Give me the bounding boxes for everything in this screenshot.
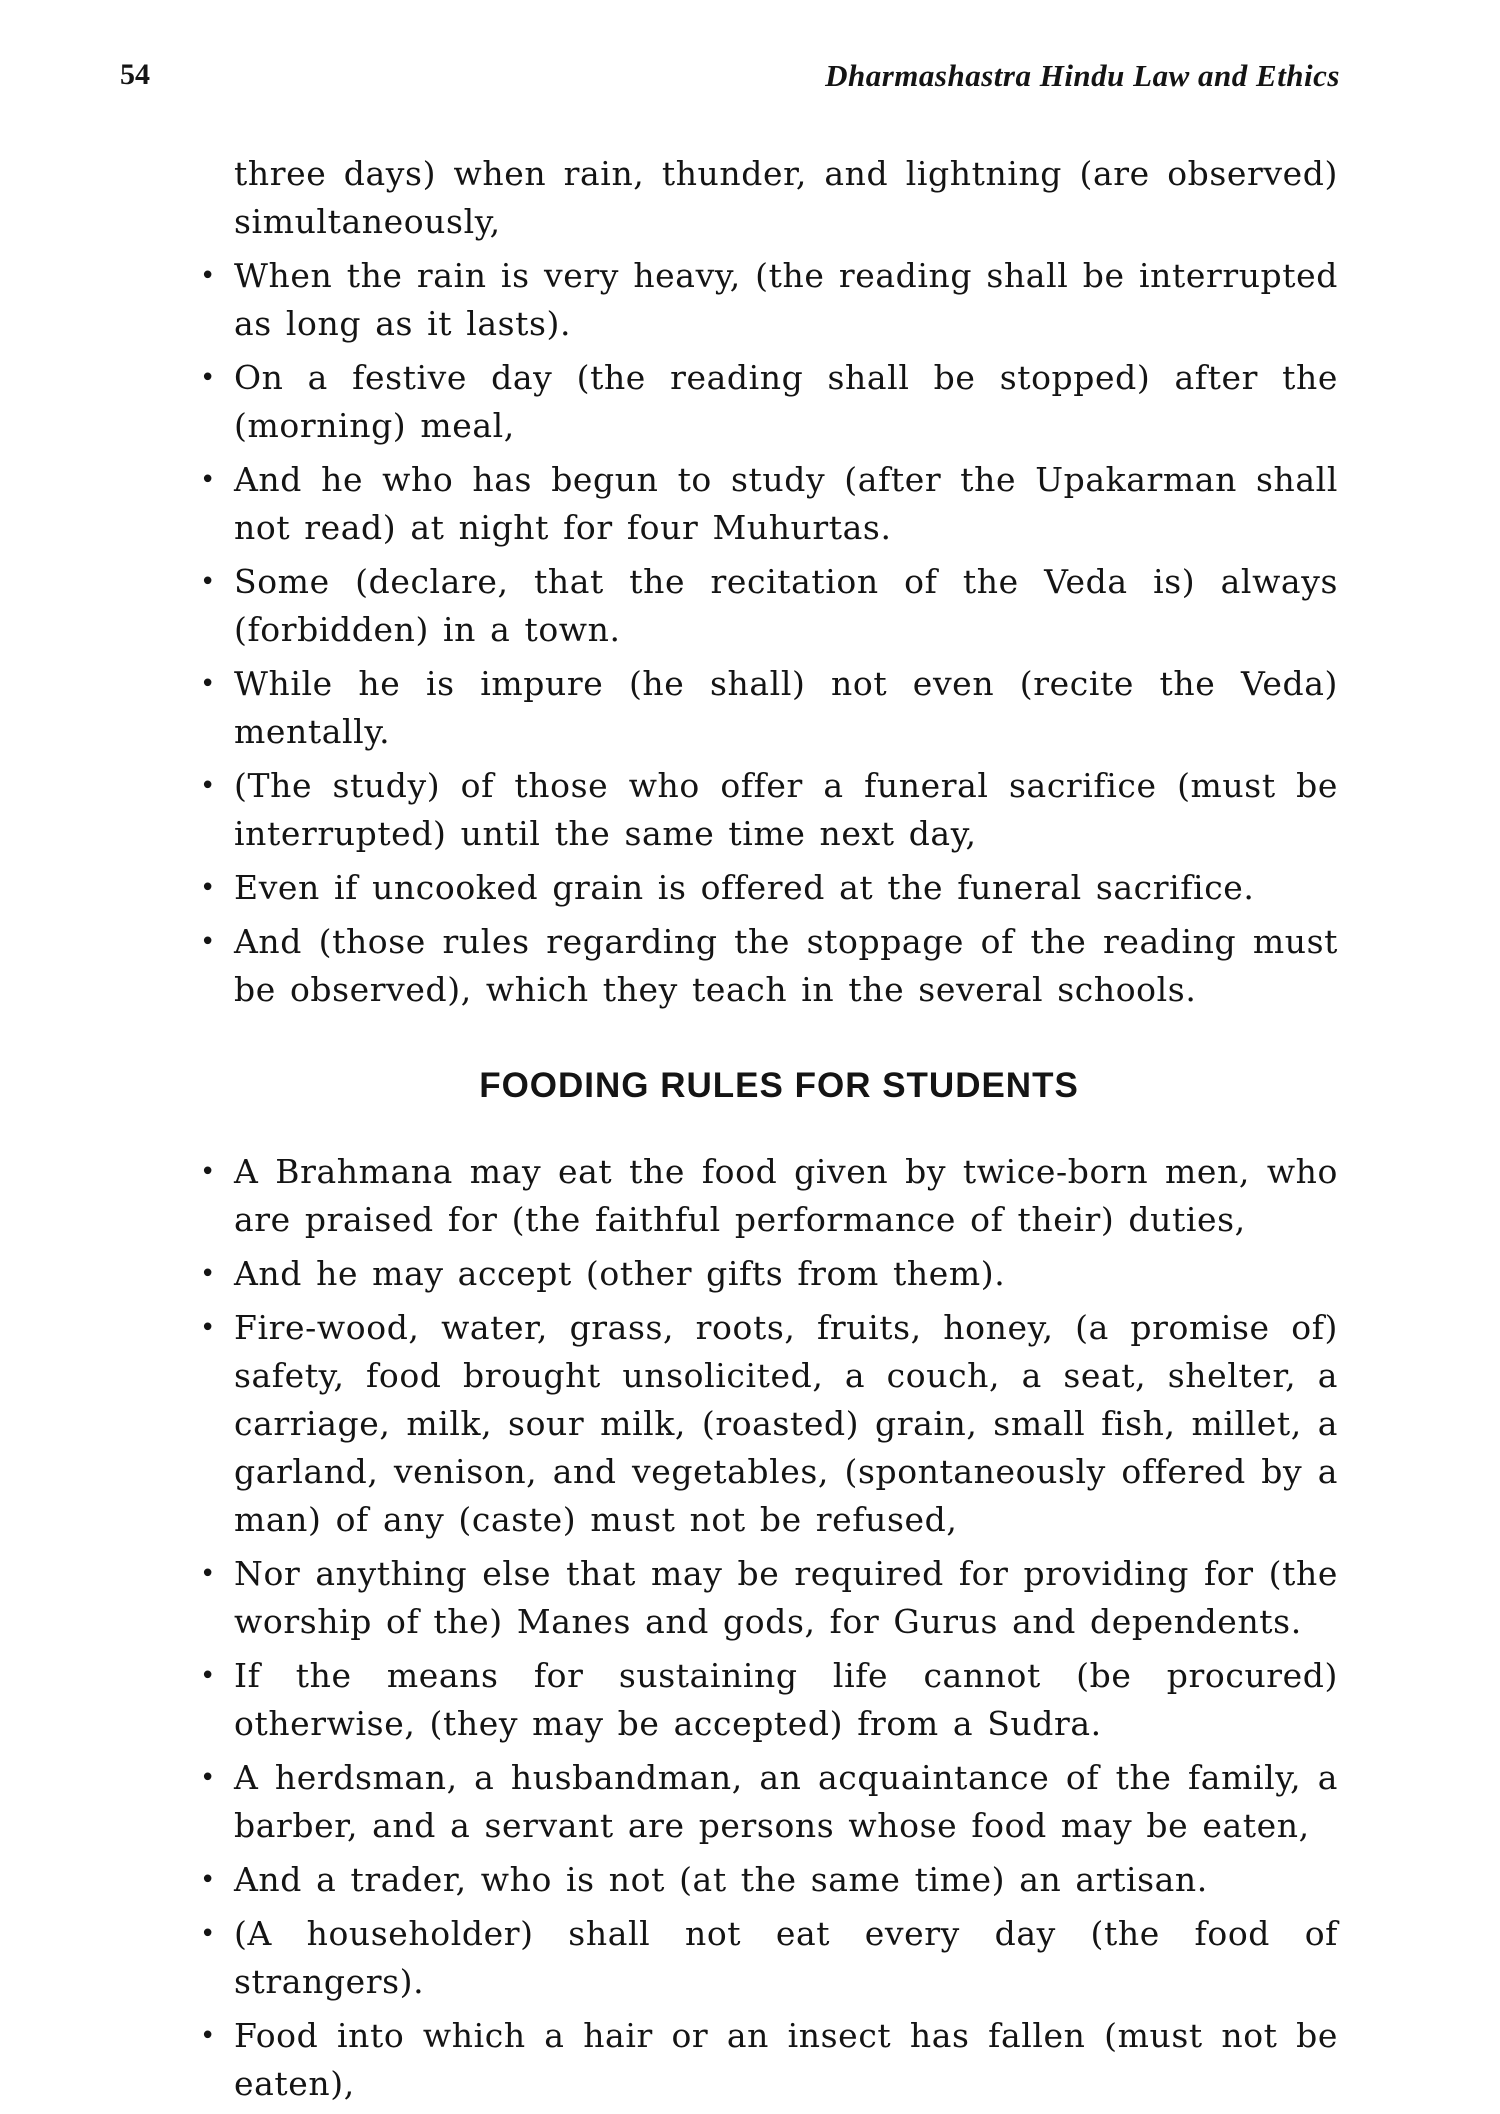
bullet-item xyxy=(200,1250,1338,1298)
bullet-item xyxy=(200,864,1338,912)
bullet-item xyxy=(200,1652,1338,1748)
bullet-dot-icon: • xyxy=(200,1763,216,1793)
bullet-dot-icon: • xyxy=(200,465,216,495)
bullet-dot-icon: • xyxy=(200,1865,216,1895)
bullet-text: Some (declare, that the recitation of the Veda is) always (forbidden) in a town. xyxy=(234,562,1338,649)
bullet-dot-icon: • xyxy=(200,1661,216,1691)
bullet-dot-icon: • xyxy=(200,2021,216,2051)
bullet-item xyxy=(200,1910,1338,2006)
bullet-item xyxy=(200,1856,1338,1904)
rules-list-reading xyxy=(200,252,1338,1014)
bullet-text: (The study) of those who offer a funeral sacrifice (must be interrupted) until the same time next day, xyxy=(234,766,1338,853)
bullet-dot-icon: • xyxy=(200,771,216,801)
bullet-item xyxy=(200,2012,1338,2108)
bullet-dot-icon: • xyxy=(200,927,216,957)
bullet-text: While he is impure (he shall) not even (recite the Veda) mentally. xyxy=(234,664,1338,751)
bullet-item xyxy=(200,1304,1338,1544)
bullet-dot-icon: • xyxy=(200,261,216,291)
bullet-dot-icon: • xyxy=(200,1313,216,1343)
page-header xyxy=(120,58,1340,108)
page-body xyxy=(200,150,1338,2114)
bullet-dot-icon: • xyxy=(200,363,216,393)
rules-list-fooding xyxy=(200,1148,1338,2108)
bullet-item xyxy=(200,1550,1338,1646)
bullet-text: And (those rules regarding the stoppage of the reading must be observed), which they teach in the several schools. xyxy=(234,922,1338,1009)
bullet-dot-icon: • xyxy=(200,873,216,903)
bullet-text: And he may accept (other gifts from them). xyxy=(234,1254,1006,1293)
bullet-text: And he who has begun to study (after the Upakarman shall not read) at night for four Muhurtas. xyxy=(234,460,1338,547)
bullet-text: Fire-wood, water, grass, roots, fruits, honey, (a promise of) safety, food brought unsolicited, a couch, a seat, shelter, a carriage, milk, sour milk, (roasted) grain, small fish, millet, a garland, venison, and vegetables, (spontaneously offered by a man) of any (caste) must not be refused, xyxy=(234,1308,1338,1539)
page-number: 54 xyxy=(120,58,150,91)
bullet-item xyxy=(200,354,1338,450)
bullet-dot-icon: • xyxy=(200,1259,216,1289)
bullet-item xyxy=(200,558,1338,654)
bullet-text: If the means for sustaining life cannot (be procured) otherwise, (they may be accepted) from a Sudra. xyxy=(234,1656,1338,1743)
bullet-text: Even if uncooked grain is offered at the funeral sacrifice. xyxy=(234,868,1255,907)
bullet-text: Nor anything else that may be required for providing for (the worship of the) Manes and gods, for Gurus and dependents. xyxy=(234,1554,1338,1641)
bullet-text: (A householder) shall not eat every day (the food of strangers). xyxy=(234,1914,1338,2001)
bullet-item xyxy=(200,1754,1338,1850)
bullet-item xyxy=(200,456,1338,552)
bullet-item xyxy=(200,918,1338,1014)
running-title: Dharmashastra Hindu Law and Ethics xyxy=(825,58,1340,93)
bullet-text: When the rain is very heavy, (the reading shall be interrupted as long as it lasts). xyxy=(234,256,1338,343)
bullet-text: On a festive day (the reading shall be stopped) after the (morning) meal, xyxy=(234,358,1338,445)
bullet-item xyxy=(200,1148,1338,1244)
bullet-text: A Brahmana may eat the food given by twice-born men, who are praised for (the faithful performance of their) duties, xyxy=(234,1152,1338,1239)
bullet-dot-icon: • xyxy=(200,567,216,597)
bullet-item xyxy=(200,762,1338,858)
bullet-text: A herdsman, a husbandman, an acquaintance of the family, a barber, and a servant are persons whose food may be eaten, xyxy=(234,1758,1338,1845)
section-heading: FOODING RULES FOR STUDENTS xyxy=(479,1066,1079,1105)
bullet-dot-icon: • xyxy=(200,1559,216,1589)
bullet-dot-icon: • xyxy=(200,1919,216,1949)
bullet-text: And a trader, who is not (at the same time) an artisan. xyxy=(234,1860,1208,1899)
bullet-item xyxy=(200,660,1338,756)
continuation-paragraph: three days) when rain, thunder, and lightning (are observed) simultaneously, xyxy=(234,154,1338,241)
bullet-dot-icon: • xyxy=(200,669,216,699)
bullet-dot-icon: • xyxy=(200,1157,216,1187)
bullet-text: Food into which a hair or an insect has fallen (must not be eaten), xyxy=(234,2016,1338,2103)
bullet-item xyxy=(200,252,1338,348)
